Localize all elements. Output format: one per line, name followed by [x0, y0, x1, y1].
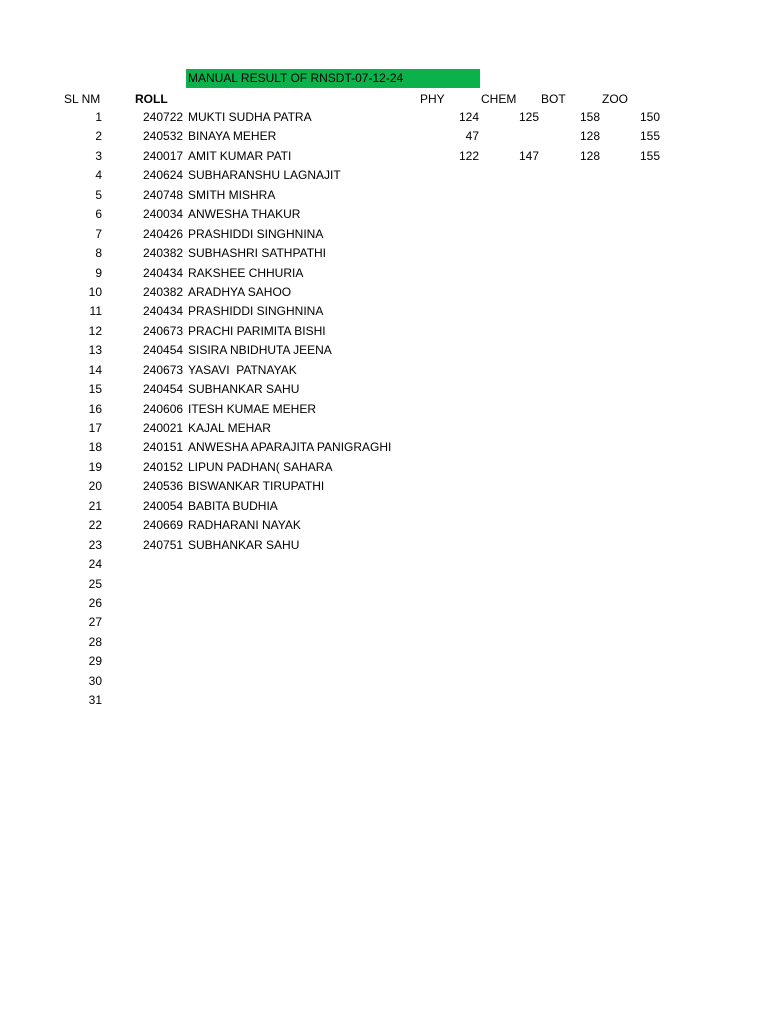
table-row: [0, 691, 768, 710]
cell-roll: 240532: [143, 129, 184, 144]
cell-roll: 240624: [143, 168, 184, 183]
cell-name: KAJAL MEHAR: [188, 421, 271, 435]
cell-phy: 47: [465, 129, 479, 144]
cell-sl: 19: [88, 459, 102, 474]
cell-sl: 12: [88, 323, 102, 338]
cell-phy: 122: [458, 148, 479, 163]
cell-roll: 240021: [143, 421, 184, 435]
cell-roll: 240606: [143, 401, 184, 416]
table-row: [0, 244, 768, 263]
cell-name: BINAYA MEHER: [188, 129, 277, 144]
cell-chem: 125: [518, 110, 539, 124]
table-row: [0, 613, 768, 632]
cell-zoo: 155: [639, 148, 660, 163]
cell-roll: 240434: [143, 265, 184, 280]
cell-name: BISWANKAR TIRUPATHI: [188, 479, 325, 494]
table-row: [0, 633, 768, 652]
table-row: [0, 302, 768, 321]
table-header: [0, 91, 768, 107]
cell-zoo: 155: [639, 129, 660, 144]
cell-sl: 2: [95, 129, 102, 144]
table-row: [0, 594, 768, 613]
table-row: [0, 497, 768, 516]
cell-roll: 240722: [143, 110, 184, 124]
table-row: [0, 477, 768, 496]
cell-sl: 26: [88, 595, 102, 610]
cell-name: PRACHI PARIMITA BISHI: [188, 323, 326, 338]
cell-bot: 128: [579, 148, 600, 163]
cell-sl: 20: [88, 479, 102, 494]
table-row: [0, 341, 768, 360]
cell-roll: 240426: [143, 226, 184, 241]
cell-chem: 147: [518, 148, 539, 163]
cell-sl: 15: [88, 382, 102, 397]
cell-roll: 240669: [143, 518, 184, 533]
cell-zoo: 150: [639, 110, 660, 124]
table-row: [0, 458, 768, 477]
cell-sl: 1: [95, 110, 102, 124]
table-row: [0, 536, 768, 555]
table-row: [0, 186, 768, 205]
cell-name: SISIRA NBIDHUTA JEENA: [188, 343, 332, 358]
cell-roll: 240536: [143, 479, 184, 494]
cell-name: PRASHIDDI SINGHNINA: [188, 226, 324, 241]
cell-roll: 240673: [143, 323, 184, 338]
cell-sl: 21: [88, 498, 102, 513]
table-row: [0, 264, 768, 283]
table-row: [0, 419, 768, 438]
cell-name: SUBHASHRI SATHPATHI: [188, 246, 327, 261]
table-row: [0, 225, 768, 244]
cell-name: ARADHYA SAHOO: [188, 284, 292, 299]
cell-bot: 128: [579, 129, 600, 144]
cell-sl: 16: [88, 401, 102, 416]
cell-roll: 240054: [143, 498, 184, 513]
table-row: [0, 400, 768, 419]
cell-name: SUBHARANSHU LAGNAJIT: [188, 168, 341, 183]
cell-sl: 23: [88, 537, 102, 552]
cell-name: ITESH KUMAE MEHER: [188, 401, 317, 416]
cell-sl: 22: [88, 518, 102, 533]
cell-name: YASAVI PATNAYAK: [188, 362, 297, 377]
cell-roll: 240152: [143, 459, 184, 474]
table-row: [0, 108, 768, 127]
table-row: [0, 652, 768, 671]
cell-bot: 158: [579, 110, 600, 124]
cell-name: RADHARANI NAYAK: [188, 518, 301, 533]
header-phy: PHY: [420, 92, 445, 106]
cell-sl: 5: [95, 187, 102, 202]
cell-roll: 240034: [143, 207, 184, 222]
header-bot: BOT: [541, 92, 566, 106]
table-row: [0, 283, 768, 302]
cell-roll: 240382: [143, 246, 184, 261]
header-chem: CHEM: [481, 92, 517, 106]
result-table: [0, 108, 768, 711]
table-row: [0, 127, 768, 146]
cell-sl: 29: [88, 654, 102, 669]
cell-sl: 4: [95, 168, 102, 183]
cell-sl: 8: [95, 246, 102, 261]
cell-sl: 25: [88, 576, 102, 591]
cell-sl: 11: [89, 304, 102, 319]
cell-sl: 14: [88, 362, 102, 377]
cell-name: SUBHANKAR SAHU: [188, 537, 300, 552]
cell-name: PRASHIDDI SINGHNINA: [188, 304, 324, 319]
cell-sl: 9: [95, 265, 102, 280]
cell-sl: 7: [95, 226, 102, 241]
cell-sl: 30: [88, 673, 102, 688]
cell-name: AMIT KUMAR PATI: [188, 148, 292, 163]
cell-name: BABITA BUDHIA: [188, 498, 278, 513]
cell-sl: 28: [88, 634, 102, 649]
table-row: [0, 438, 768, 457]
cell-sl: 6: [95, 207, 102, 222]
cell-roll: 240017: [143, 148, 184, 163]
sheet-title: MANUAL RESULT OF RNSDT-07-12-24: [186, 69, 480, 88]
cell-name: ANWESHA APARAJITA PANIGRAGHI: [188, 440, 392, 455]
cell-sl: 13: [88, 343, 102, 358]
table-row: [0, 516, 768, 535]
cell-roll: 240751: [143, 537, 184, 552]
table-row: [0, 147, 768, 166]
cell-roll: 240454: [143, 382, 184, 397]
cell-name: SUBHANKAR SAHU: [188, 382, 300, 397]
cell-sl: 3: [95, 148, 102, 163]
table-row: [0, 361, 768, 380]
cell-sl: 17: [88, 421, 102, 435]
cell-roll: 240673: [143, 362, 184, 377]
table-row: [0, 672, 768, 691]
cell-roll: 240151: [143, 440, 184, 455]
cell-sl: 31: [88, 693, 102, 708]
cell-sl: 27: [88, 615, 102, 630]
table-row: [0, 205, 768, 224]
table-row: [0, 380, 768, 399]
table-row: [0, 555, 768, 574]
table-row: [0, 322, 768, 341]
table-row: [0, 575, 768, 594]
cell-roll: 240434: [143, 304, 184, 319]
cell-sl: 10: [88, 284, 102, 299]
cell-sl: 24: [88, 557, 102, 572]
cell-roll: 240748: [143, 187, 184, 202]
header-roll: ROLL: [135, 92, 168, 106]
cell-phy: 124: [458, 110, 479, 124]
cell-name: MUKTI SUDHA PATRA: [188, 110, 312, 124]
cell-name: SMITH MISHRA: [188, 187, 276, 202]
cell-roll: 240454: [143, 343, 184, 358]
header-sl: SL NM: [64, 92, 101, 106]
header-zoo: ZOO: [602, 92, 628, 106]
cell-name: LIPUN PADHAN( SAHARA: [188, 459, 333, 474]
cell-name: ANWESHA THAKUR: [188, 207, 301, 222]
cell-roll: 240382: [143, 284, 184, 299]
cell-name: RAKSHEE CHHURIA: [188, 265, 304, 280]
cell-sl: 18: [88, 440, 102, 455]
table-row: [0, 166, 768, 185]
